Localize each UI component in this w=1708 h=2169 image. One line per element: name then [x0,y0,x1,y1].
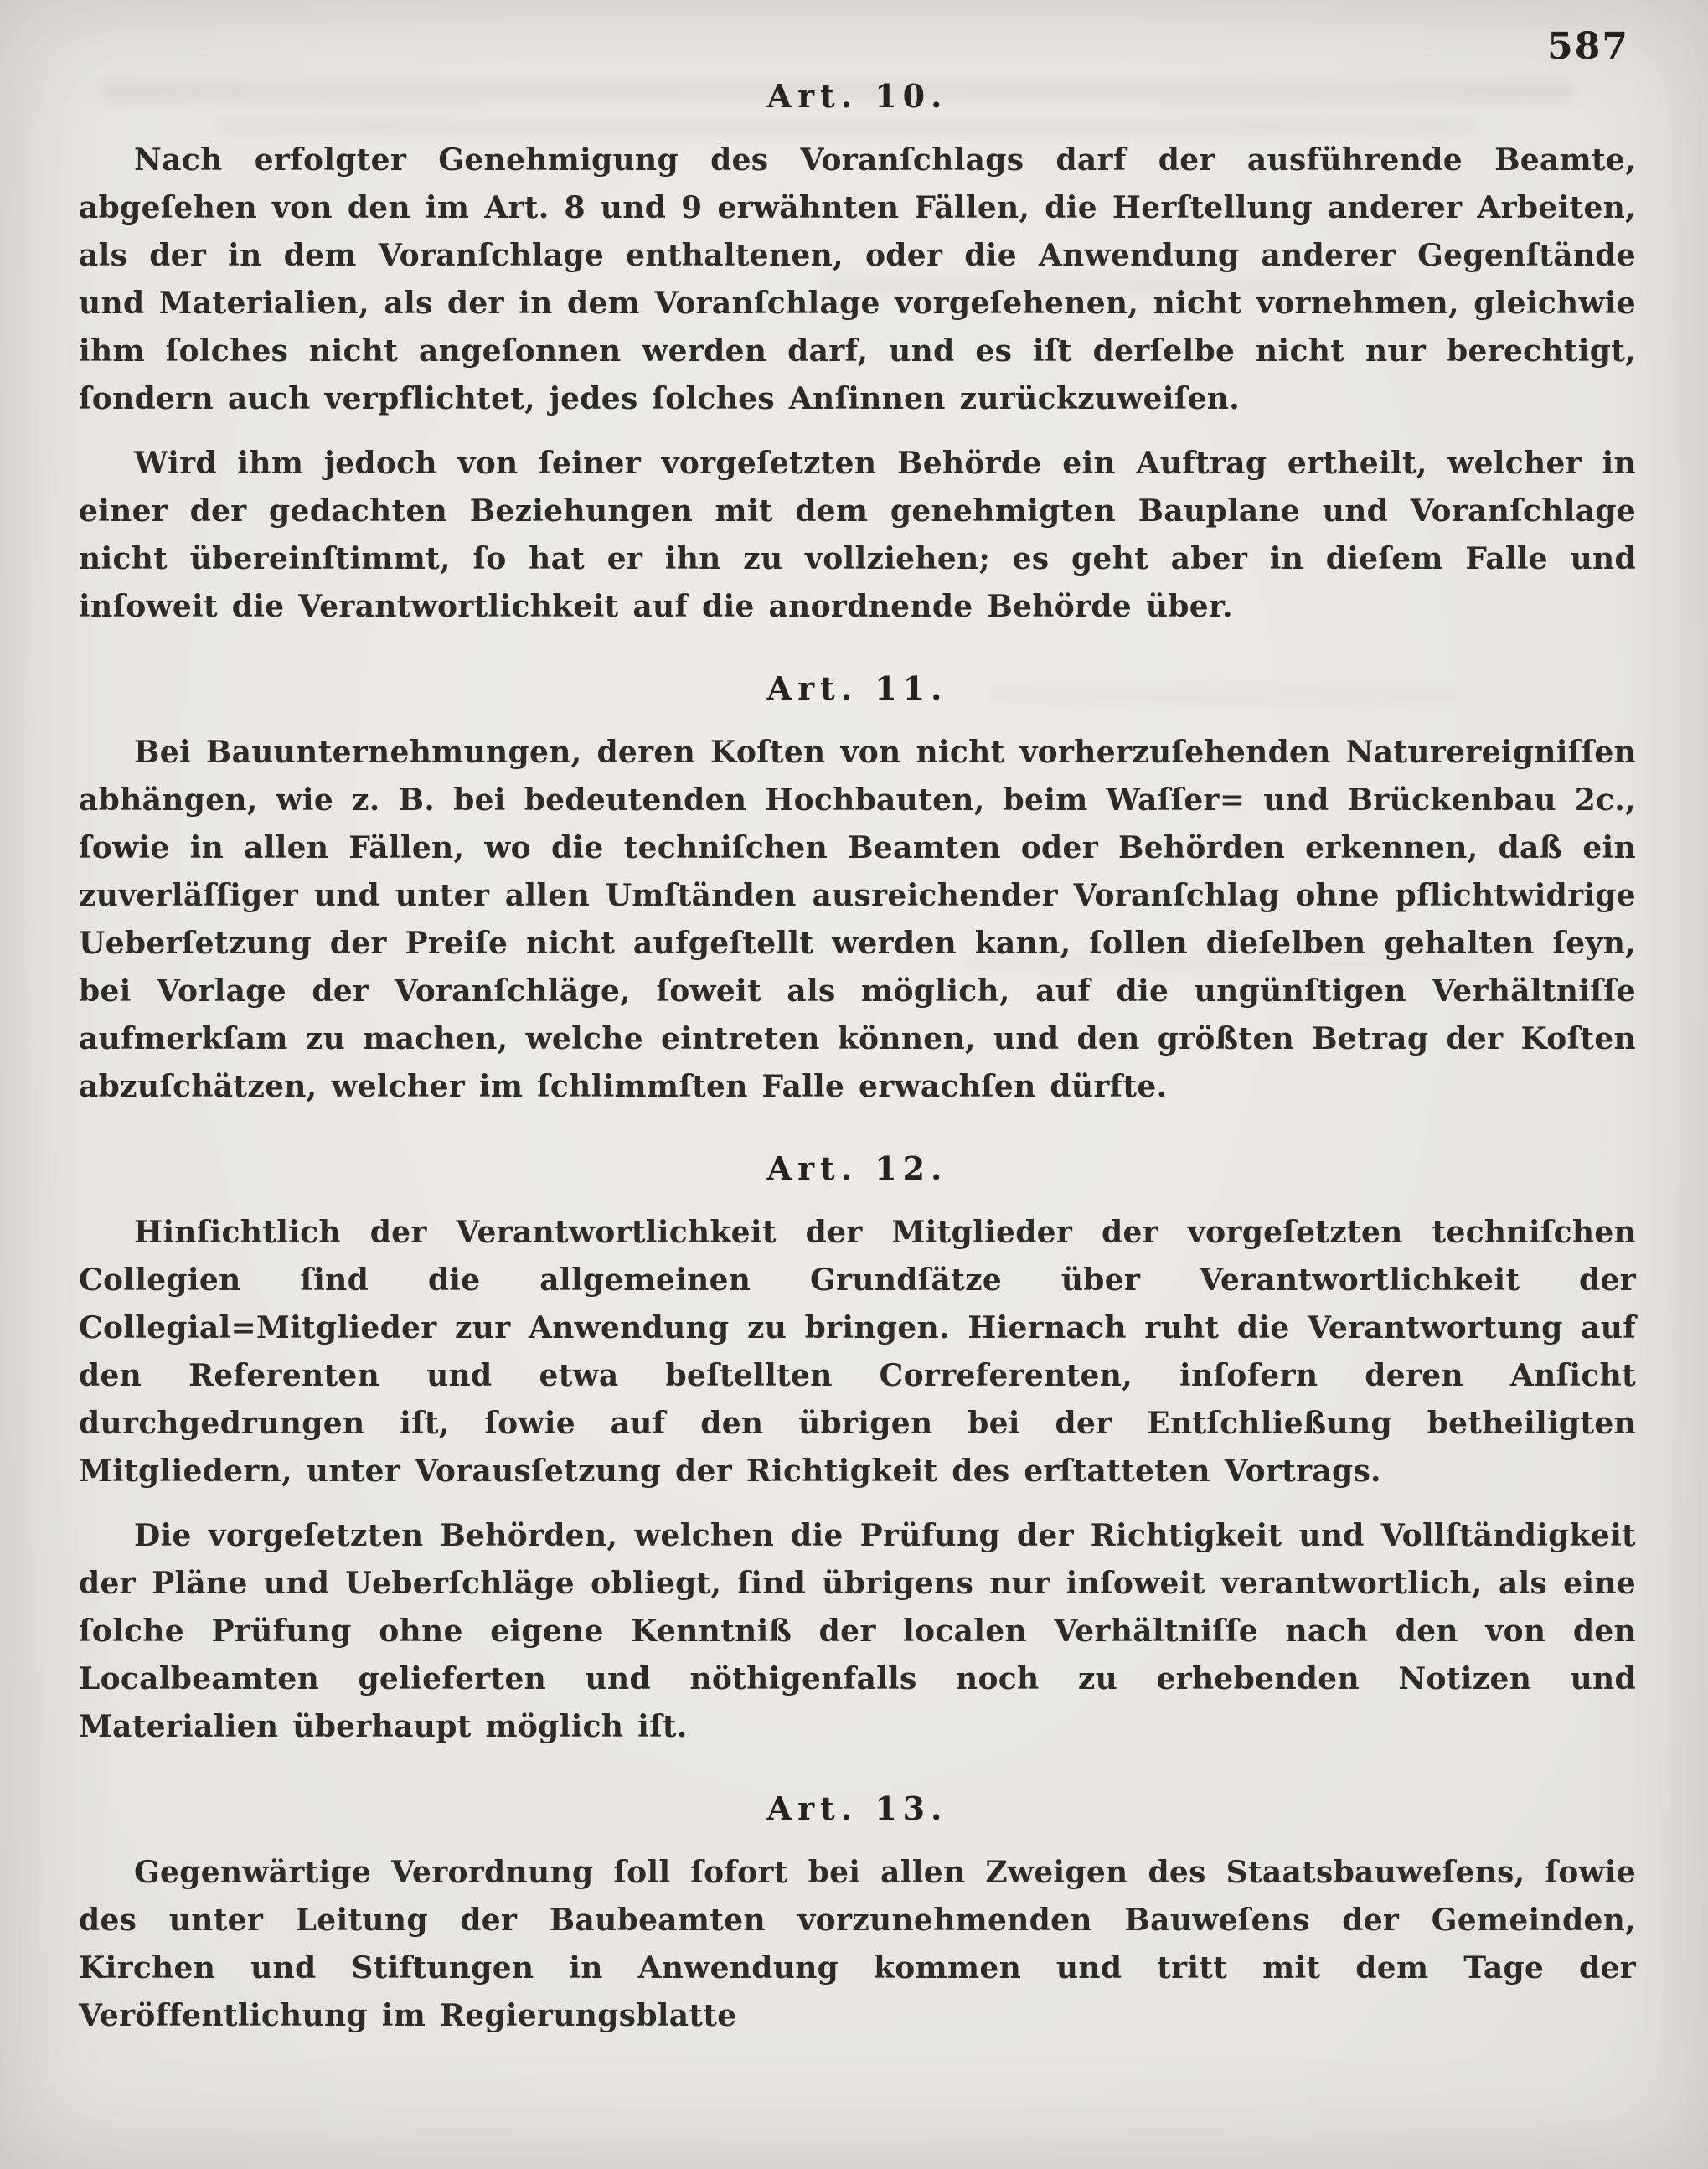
article-12 [79,1149,1636,1751]
paragraph: Wird ihm jedoch von ſeiner vorgeſetzten Behörde ein Auftrag ertheilt, welcher in einer der gedachten Beziehungen mit dem genehmigten Bauplane und Voranſchlage nicht übereinſtimmt, ſo hat er ihn zu vollziehen; es geht aber in dieſem Falle und inſoweit die Verantwortlichkeit auf die anordnende Behörde über. [79,446,1636,624]
article-13 [79,1789,1636,2040]
article-heading: Art. 11. [766,669,948,707]
paragraph: Bei Bauunternehmungen, deren Koſten von nicht vorherzuſehenden Naturereigniſſen abhängen, wie z. B. bei bedeutenden Hochbauten, beim Waſſer= und Brückenbau 2c., ſowie in allen Fällen, wo die techniſchen Beamten oder Behörden erkennen, daß ein zuverläſſiger und unter allen Umſtänden ausreichender Voranſchlag ohne pflichtwidrige Ueberſetzung der Preiſe nicht aufgeſtellt werden kann, ſollen dieſelben gehalten ſeyn, bei Vorlage der Voranſchläge, ſoweit als möglich, auf die ungünſtigen Verhältniſſe aufmerkſam zu machen, welche eintreten können, und den größten Betrag der Koſten abzuſchätzen, welcher im ſchlimmſten Falle erwachſen dürfte. [79,735,1636,1104]
article-heading: Art. 13. [766,1789,948,1827]
paragraph: Die vorgeſetzten Behörden, welchen die Prüfung der Richtigkeit und Vollſtändigkeit der Pläne und Ueberſchläge obliegt, ſind übrigens nur inſoweit verantwortlich, als eine ſolche Prüfung ohne eigene Kenntniß der localen Verhältniſſe nach den von den Localbeamten gelieferten und nöthigenfalls noch zu erhebenden Notizen und Materialien überhaupt möglich iſt. [79,1518,1636,1744]
paragraph: Nach erfolgter Genehmigung des Voranſchlags darf der ausführende Beamte, abgeſehen von den im Art. 8 und 9 erwähnten Fällen, die Herſtellung anderer Arbeiten, als der in dem Voranſchlage enthaltenen, oder die Anwendung anderer Gegenſtände und Materialien, als der in dem Voranſchlage vorgeſehenen, nicht vornehmen, gleichwie ihm ſolches nicht angeſonnen werden darf, und es iſt derſelbe nicht nur berechtigt, ſondern auch verpflichtet, jedes ſolches Anſinnen zurückzuweiſen. [79,142,1636,416]
article-heading: Art. 10. [766,77,948,115]
article-10 [79,77,1636,631]
article-heading: Art. 12. [766,1149,948,1187]
paragraph: Gegenwärtige Verordnung ſoll ſofort bei allen Zweigen des Staatsbauweſens, ſowie des unter Leitung der Baubeamten vorzunehmenden Bauweſens der Gemeinden, Kirchen und Stiftungen in Anwendung kommen und tritt mit dem Tage der Veröffentlichung im Regierungsblatte [79,1855,1636,2033]
page-number: 587 [1547,25,1629,68]
article-11 [79,669,1636,1111]
paragraph: Hinſichtlich der Verantwortlichkeit der Mitglieder der vorgeſetzten techniſchen Collegien ſind die allgemeinen Grundſätze über Verantwortlichkeit der Collegial=Mitglieder zur Anwendung zu bringen. Hiernach ruht die Verantwortung auf den Referenten und etwa beſtellten Correferenten, inſofern deren Anſicht durchgedrungen iſt, ſowie auf den übrigen bei der Entſchließung betheiligten Mitgliedern, unter Vorausſetzung der Richtigkeit des erſtatteten Vortrags. [79,1215,1636,1489]
